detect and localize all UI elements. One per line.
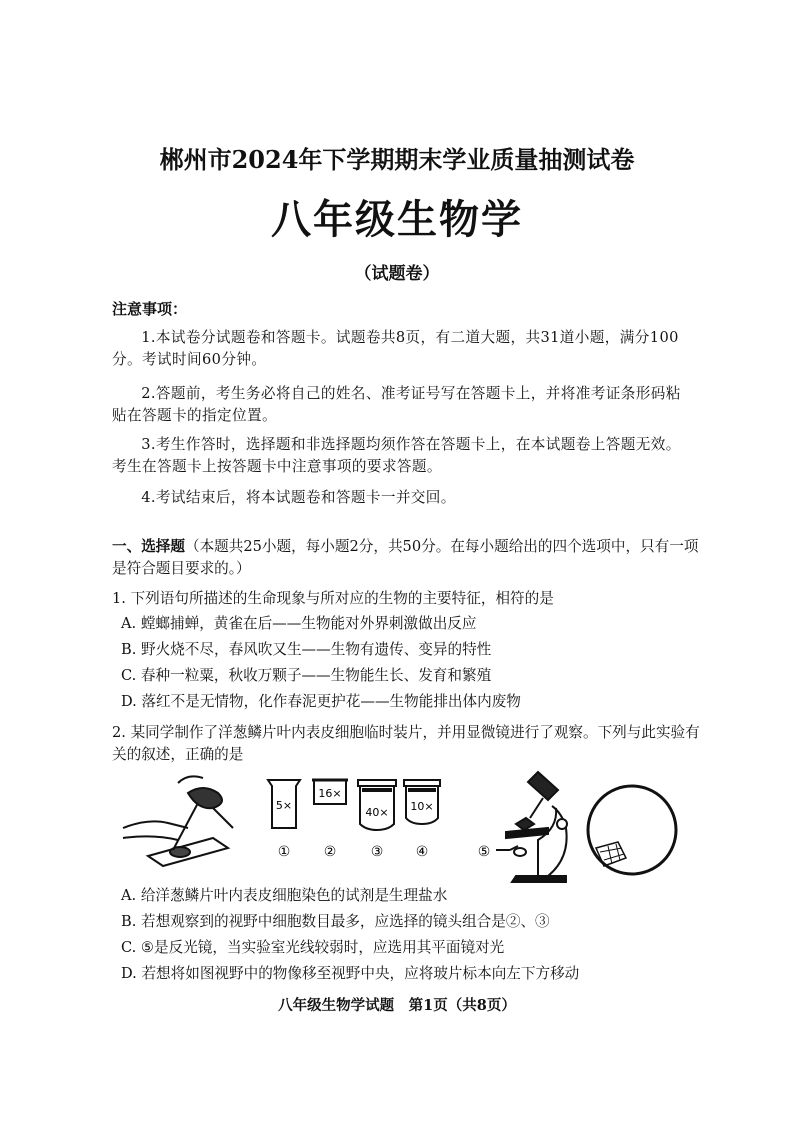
question-option: D. 落红不是无情物，化作春泥更护花——生物能排出体内废物 <box>121 693 521 710</box>
question-option: A. 给洋葱鳞片叶内表皮细胞染色的试剂是生理盐水 <box>121 887 448 904</box>
note-item: 2.答题前，考生务必将自己的姓名、准考证号写在答题卡上，并将准考证条形码粘贴在答题卡的指定位置。 <box>112 385 681 424</box>
question-option: D. 若想将如图视野中的物像移至视野中央，应将玻片标本向左下方移动 <box>121 965 580 982</box>
lens-4-mag: 10× <box>410 800 434 813</box>
label-1: ① <box>277 844 291 860</box>
section-label: 一、选择题 <box>112 538 185 555</box>
question-option: A. 螳螂捕蝉，黄雀在后——生物能对外界刺激做出反应 <box>121 615 477 632</box>
question-stem: 2. 某同学制作了洋葱鳞片叶内表皮细胞临时装片，并用显微镜进行了观察。下列与此实验有关的叙述，正确的是 <box>112 724 700 763</box>
experiment-figure <box>118 768 678 888</box>
paper-type: （试题卷） <box>354 264 440 284</box>
slide-preparation-illustration <box>123 776 233 866</box>
note-item: 4.考试结束后，将本试题卷和答题卡一并交回。 <box>141 489 456 506</box>
page-footer: 八年级生物学试题 第1页（共8页） <box>278 997 516 1014</box>
lens-1 <box>268 780 300 828</box>
note-item: 1.本试卷分试题卷和答题卡。试题卷共8页，有二道大题，共31道小题，满分100分。考试时间60分钟。 <box>112 329 679 368</box>
note-item: 3.考生作答时，选择题和非选择题均须作答在答题卡上，在本试题卷上答题无效。考生在答题卡上按答题卡中注意事项的要求答题。 <box>112 436 681 475</box>
question-stem: 1. 下列语句所描述的生命现象与所对应的生物的主要特征，相符的是 <box>112 590 554 607</box>
lens-3 <box>358 780 396 830</box>
experiment-figure-svg <box>118 768 678 888</box>
label-4: ④ <box>415 844 429 860</box>
question-option: C. ⑤是反光镜，当实验室光线较弱时，应选用其平面镜对光 <box>121 939 505 956</box>
lens-1-mag: 5× <box>275 799 293 812</box>
lens-2-mag: 16× <box>318 787 342 800</box>
question-option: C. 春种一粒粟，秋收万颗子——生物能生长、发育和繁殖 <box>121 667 492 684</box>
subject-title: 八年级生物学 <box>271 196 523 243</box>
exam-title: 郴州市2024年下学期期末学业质量抽测试卷 <box>159 145 635 174</box>
microscope-illustration <box>496 772 567 882</box>
section-heading <box>112 536 704 580</box>
notes-heading: 注意事项： <box>112 300 188 318</box>
label-3: ③ <box>370 844 384 860</box>
question-option: B. 若想观察到的视野中细胞数目最多，应选择的镜头组合是②、③ <box>121 913 550 930</box>
lens-3-mag: 40× <box>365 806 389 819</box>
lens-4 <box>404 780 440 824</box>
label-5: ⑤ <box>477 844 491 860</box>
label-2: ② <box>323 844 337 860</box>
question-option: B. 野火烧不尽，春风吹又生——生物有遗传、变异的特性 <box>121 641 492 658</box>
lens-2 <box>312 780 348 804</box>
section-description: （本题共25小题，每小题2分，共50分。在每小题给出的四个选项中，只有一项是符合题目要求的。） <box>112 538 699 577</box>
field-of-view <box>588 786 676 874</box>
